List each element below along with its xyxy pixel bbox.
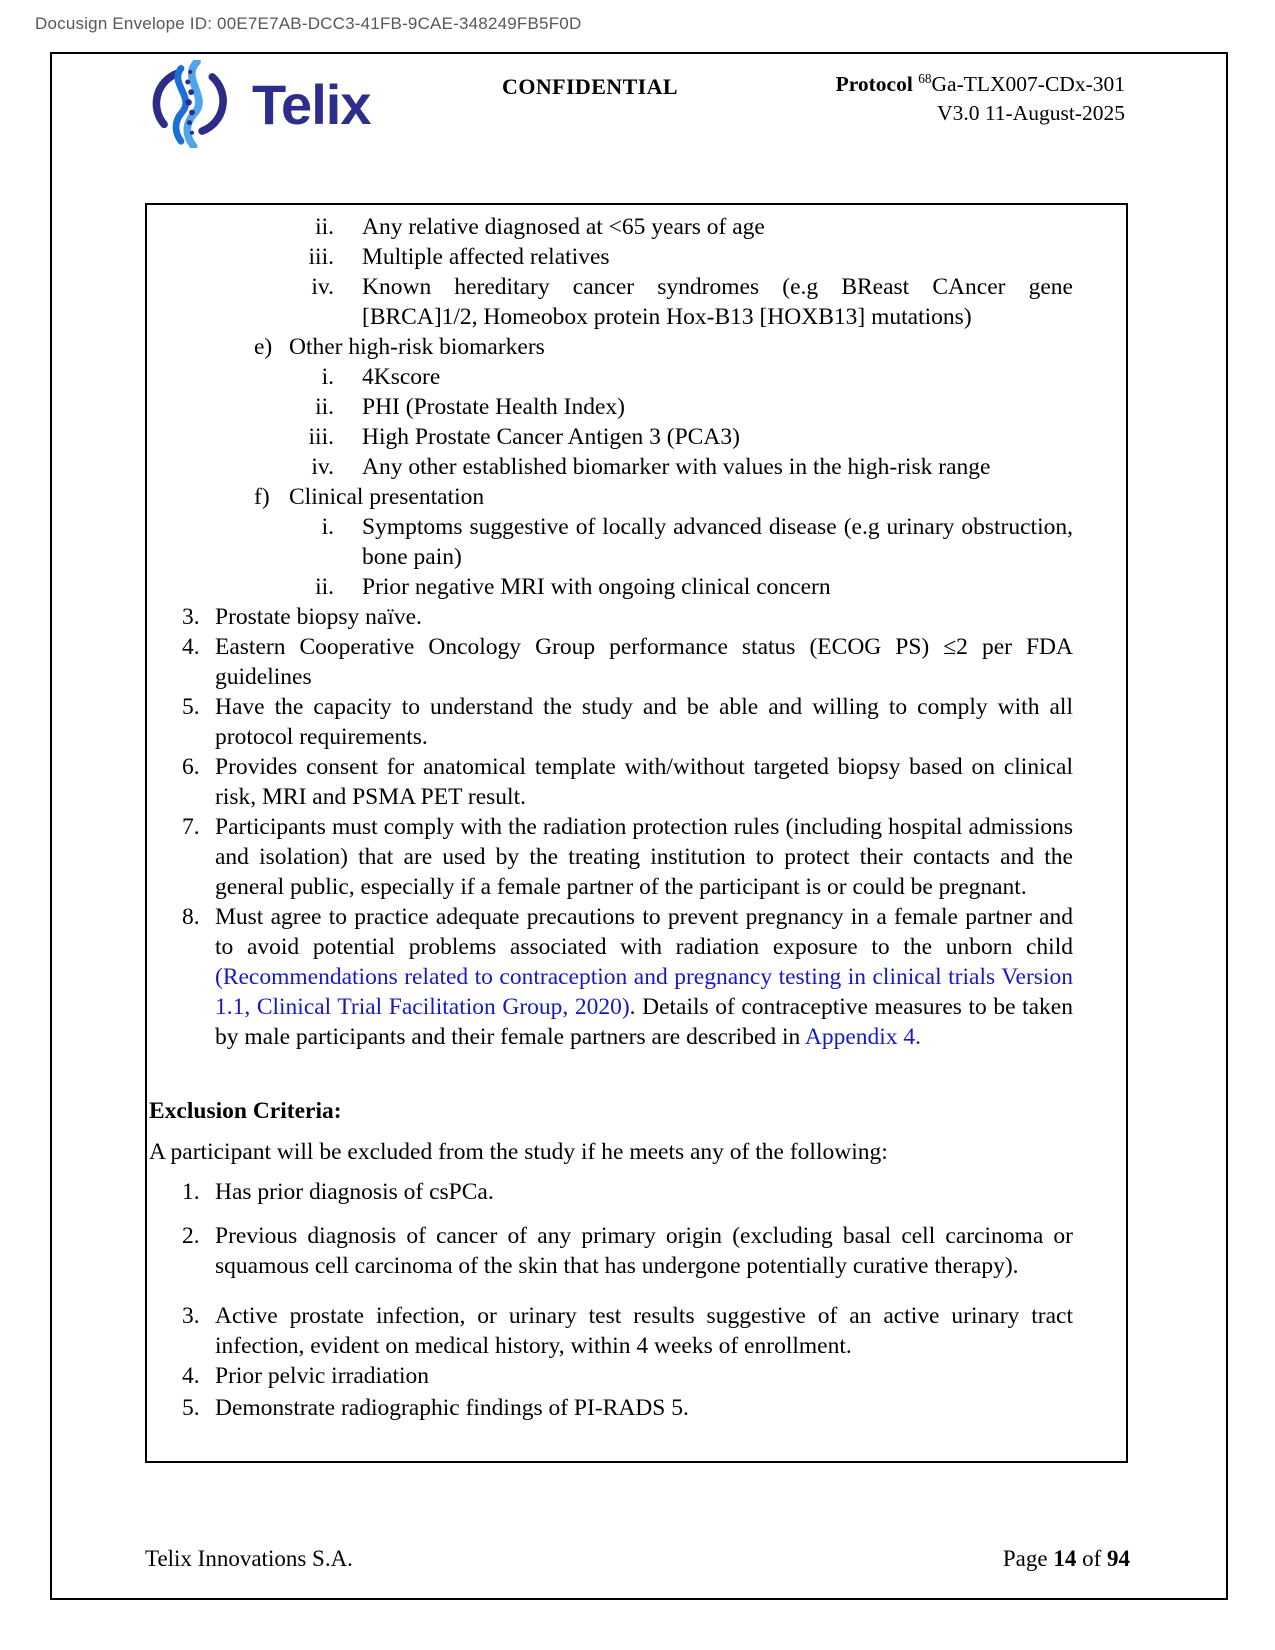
list-item	[147, 212, 1073, 242]
exclusion-intro: A participant will be excluded from the study if he meets any of the following:	[149, 1139, 888, 1165]
inclusion-item-4	[147, 632, 1073, 692]
isotope-superscript: 68	[918, 70, 932, 86]
inclusion-item-7	[147, 812, 1073, 902]
list-marker: iii.	[308, 424, 334, 450]
inclusion-item-3	[147, 602, 1073, 632]
exclusion-item-4	[147, 1361, 1073, 1391]
list-item	[147, 512, 1073, 572]
list-item	[147, 362, 1073, 392]
list-item-text: Active prostate infection, or urinary test results suggestive of an active urinary tract infection, evident on medical history, within 4 weeks of enrollment.	[215, 1303, 1073, 1359]
list-item-text: Prior pelvic irradiation	[215, 1363, 430, 1389]
list-marker: 4.	[182, 634, 200, 660]
footer-page-total: 94	[1107, 1546, 1130, 1571]
footer-page-number	[1003, 1546, 1130, 1572]
list-item-text: Have the capacity to understand the study and be able and willing to comply with all protocol requirements.	[215, 694, 1073, 750]
list-item-text: Has prior diagnosis of csPCa.	[215, 1179, 494, 1205]
list-marker: ii.	[315, 574, 334, 600]
criteria-box	[145, 203, 1128, 1463]
telix-helix-icon	[140, 60, 244, 148]
footer-page-word: Page	[1002, 1546, 1048, 1571]
telix-logo	[140, 60, 370, 148]
item8-text-middle: . Details of contraceptive measures to be taken by male participants and their female partners are described in	[215, 994, 1073, 1050]
list-marker: 2.	[182, 1223, 200, 1249]
list-item-text: Participants must comply with the radiation protection rules (including hospital admissions and isolation) that are used by the treating institution to protect their contacts and the general public, especially if a female partner of the participant is or could be pregnant.	[215, 814, 1073, 900]
list-marker: ii.	[315, 394, 334, 420]
list-item	[147, 242, 1073, 272]
exclusion-item-5	[147, 1393, 1073, 1423]
list-marker: 4.	[182, 1363, 200, 1389]
footer-page-current: 14	[1053, 1546, 1077, 1571]
list-item-text: Any other established biomarker with values in the high-risk range	[362, 454, 991, 480]
list-marker: iv.	[311, 274, 334, 300]
list-item-text: Eastern Cooperative Oncology Group performance status (ECOG PS) ≤2 per FDA guidelines	[215, 634, 1073, 690]
list-item-text: Provides consent for anatomical template with/without targeted biopsy based on clinical risk, MRI and PSMA PET result.	[215, 754, 1073, 810]
protocol-number: Ga-TLX007-CDx-301	[931, 72, 1125, 96]
list-item-text: Other high-risk biomarkers	[289, 334, 545, 360]
list-item-text: Multiple affected relatives	[362, 244, 610, 270]
confidential-label: CONFIDENTIAL	[502, 74, 678, 99]
list-marker: i.	[321, 364, 334, 390]
inclusion-item-8	[147, 902, 1073, 1052]
appendix-4-link[interactable]: Appendix 4.	[804, 1024, 922, 1050]
protocol-header	[775, 70, 1125, 128]
page-footer	[145, 1546, 1130, 1572]
list-marker: 1.	[182, 1179, 200, 1205]
list-item	[147, 422, 1073, 452]
list-item-text: Symptoms suggestive of locally advanced disease (e.g urinary obstruction, bone pain)	[362, 514, 1073, 570]
inclusion-item-5	[147, 692, 1073, 752]
exclusion-item-3	[147, 1301, 1073, 1361]
list-marker: i.	[321, 514, 334, 540]
list-item-text: Known hereditary cancer syndromes (e.g BReast CAncer gene [BRCA]1/2, Homeobox protein Hox-B13 [HOXB13] mutations)	[362, 274, 1073, 330]
inclusion-item-6	[147, 752, 1073, 812]
footer-of-word: of	[1082, 1546, 1102, 1571]
list-item	[147, 272, 1073, 332]
docusign-envelope-id: Docusign Envelope ID: 00E7E7AB-DCC3-41FB-9CAE-348249FB5F0D	[35, 14, 582, 33]
list-item-text	[215, 902, 1073, 1052]
exclusion-item-1	[147, 1177, 1073, 1207]
contraception-recommendations-link[interactable]: (Recommendations related to contraception and pregnancy testing in clinical trials Version 1.1, Clinical Trial Facilitation Group, 2020)	[215, 964, 1073, 1020]
list-item	[147, 332, 1073, 362]
list-marker: iv.	[311, 454, 334, 480]
protocol-version-line: V3.0 11-August-2025	[937, 101, 1125, 125]
list-item	[147, 572, 1073, 602]
list-marker: 5.	[182, 1395, 200, 1421]
list-marker: 5.	[182, 694, 200, 720]
list-marker: iii.	[308, 244, 334, 270]
list-item-text: PHI (Prostate Health Index)	[362, 394, 625, 420]
list-marker: e)	[254, 334, 273, 360]
list-item-text: Previous diagnosis of cancer of any primary origin (excluding basal cell carcinoma or squamous cell carcinoma of the skin that has undergone potentially curative therapy).	[215, 1223, 1073, 1279]
list-marker: 3.	[182, 604, 200, 630]
list-item-text: 4Kscore	[362, 364, 441, 390]
list-item-text: Prior negative MRI with ongoing clinical concern	[362, 574, 831, 600]
footer-company: Telix Innovations S.A.	[145, 1546, 353, 1571]
list-marker: 7.	[182, 814, 200, 840]
list-item-text: Demonstrate radiographic findings of PI-RADS 5.	[215, 1395, 689, 1421]
list-marker: f)	[254, 484, 270, 510]
list-item-text: Any relative diagnosed at <65 years of age	[362, 214, 765, 240]
telix-logo-wordmark: Telix	[252, 72, 371, 136]
exclusion-item-2	[147, 1221, 1073, 1281]
list-marker: 8.	[182, 904, 200, 930]
list-marker: ii.	[315, 214, 334, 240]
list-marker: 3.	[182, 1303, 200, 1329]
protocol-line1	[775, 70, 1125, 99]
list-item-text: High Prostate Cancer Antigen 3 (PCA3)	[362, 424, 740, 450]
protocol-word: Protocol	[835, 72, 913, 96]
list-item-text: Prostate biopsy naïve.	[215, 604, 422, 630]
list-item	[147, 392, 1073, 422]
list-marker: 6.	[182, 754, 200, 780]
list-item	[147, 482, 1073, 512]
exclusion-criteria-heading: Exclusion Criteria:	[149, 1098, 342, 1124]
item8-text-before: Must agree to practice adequate precautions to prevent pregnancy in a female partner and to avoid potential problems associated with radiation exposure to the unborn child	[215, 904, 1073, 960]
list-item-text: Clinical presentation	[289, 484, 485, 510]
list-item	[147, 452, 1073, 482]
